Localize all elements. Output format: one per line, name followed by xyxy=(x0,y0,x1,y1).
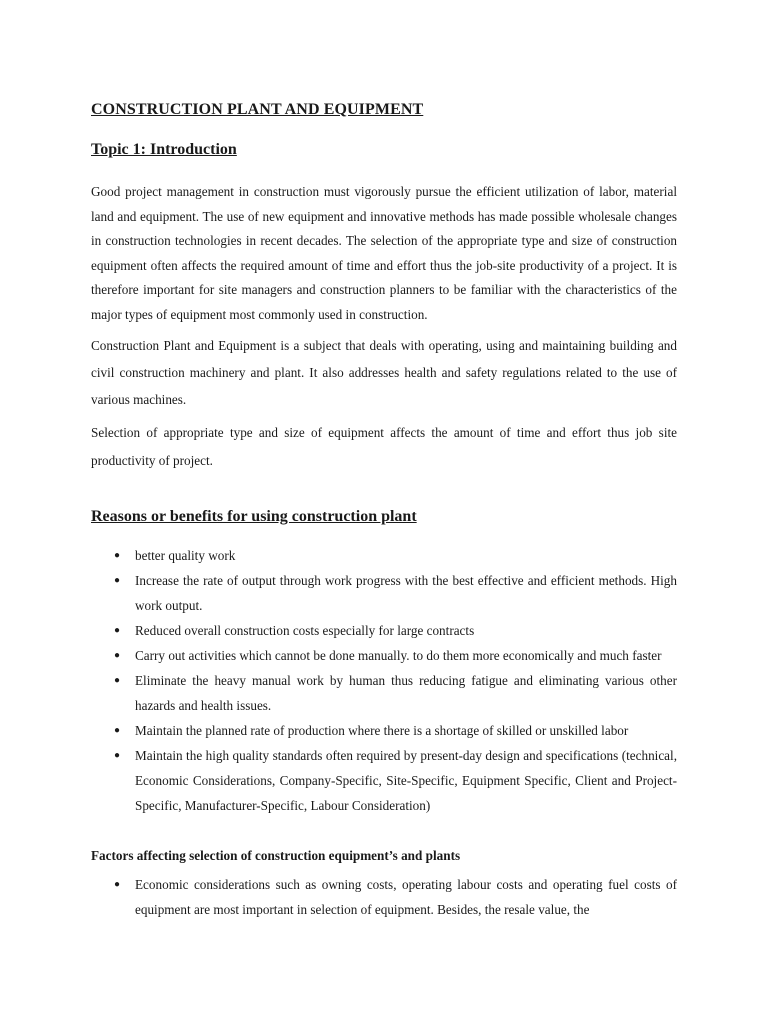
list-item xyxy=(91,643,677,668)
bullet-icon: ● xyxy=(114,675,121,686)
subject-paragraph: Construction Plant and Equipment is a subject that deals with operating, using and maintaining building and civil construction machinery and plant. It also addresses health and safety regulations related to the use of various machines. xyxy=(91,338,677,407)
list-item xyxy=(91,618,677,643)
reason-text: Carry out activities which cannot be done manually. to do them more economically and much faster xyxy=(135,648,662,663)
reason-text: Maintain the planned rate of production where there is a shortage of skilled or unskilled labor xyxy=(135,723,629,738)
selection-paragraph: Selection of appropriate type and size of equipment affects the amount of time and effort thus job site productivity of project. xyxy=(91,425,677,468)
bullet-icon: ● xyxy=(114,750,121,761)
factor-text: Economic considerations such as owning costs, operating labour costs and operating fuel costs of equipment are most important in selection of equipment. Besides, the resale value, the xyxy=(135,877,677,917)
list-item xyxy=(91,568,677,618)
bullet-icon: ● xyxy=(114,879,121,890)
list-item xyxy=(91,743,677,818)
reasons-list xyxy=(91,543,677,818)
reasons-heading: Reasons or benefits for using construction plant xyxy=(91,508,417,525)
reason-text: Increase the rate of output through work progress with the best effective and efficient methods. High work output. xyxy=(135,573,677,613)
factors-list xyxy=(91,872,677,922)
list-item xyxy=(91,718,677,743)
topic-heading: Topic 1: Introduction xyxy=(91,141,237,158)
intro-paragraph: Good project management in construction must vigorously pursue the efficient utilization of labor, material land and equipment. The use of new equipment and innovative methods has made possible wholesale changes in construction technologies in recent decades. The selection of the appropriate type and size of construction equipment often affects the required amount of time and effort thus the job-site productivity of a project. It is therefore important for site managers and construction planners to be familiar with the characteristics of the major types of equipment most commonly used in construction. xyxy=(91,184,677,322)
bullet-icon: ● xyxy=(114,550,121,561)
bullet-icon: ● xyxy=(114,725,121,736)
list-item xyxy=(91,668,677,718)
document-title: CONSTRUCTION PLANT AND EQUIPMENT xyxy=(91,101,424,118)
reason-text: Reduced overall construction costs especially for large contracts xyxy=(135,623,475,638)
list-item xyxy=(91,872,677,922)
reason-text: better quality work xyxy=(135,548,236,563)
bullet-icon: ● xyxy=(114,625,121,636)
reason-text: Eliminate the heavy manual work by human thus reducing fatigue and eliminating various other hazards and health issues. xyxy=(135,673,677,713)
list-item xyxy=(91,543,677,568)
bullet-icon: ● xyxy=(114,575,121,586)
factors-heading: Factors affecting selection of construction equipment’s and plants xyxy=(91,848,461,863)
bullet-icon: ● xyxy=(114,650,121,661)
reason-text: Maintain the high quality standards often required by present-day design and specifications (technical, Economic Considerations, Company-Specific, Site-Specific, Equipment Specific, Client and Project-Specific, Manufacturer-Specific, Labour Consideration) xyxy=(135,748,677,813)
